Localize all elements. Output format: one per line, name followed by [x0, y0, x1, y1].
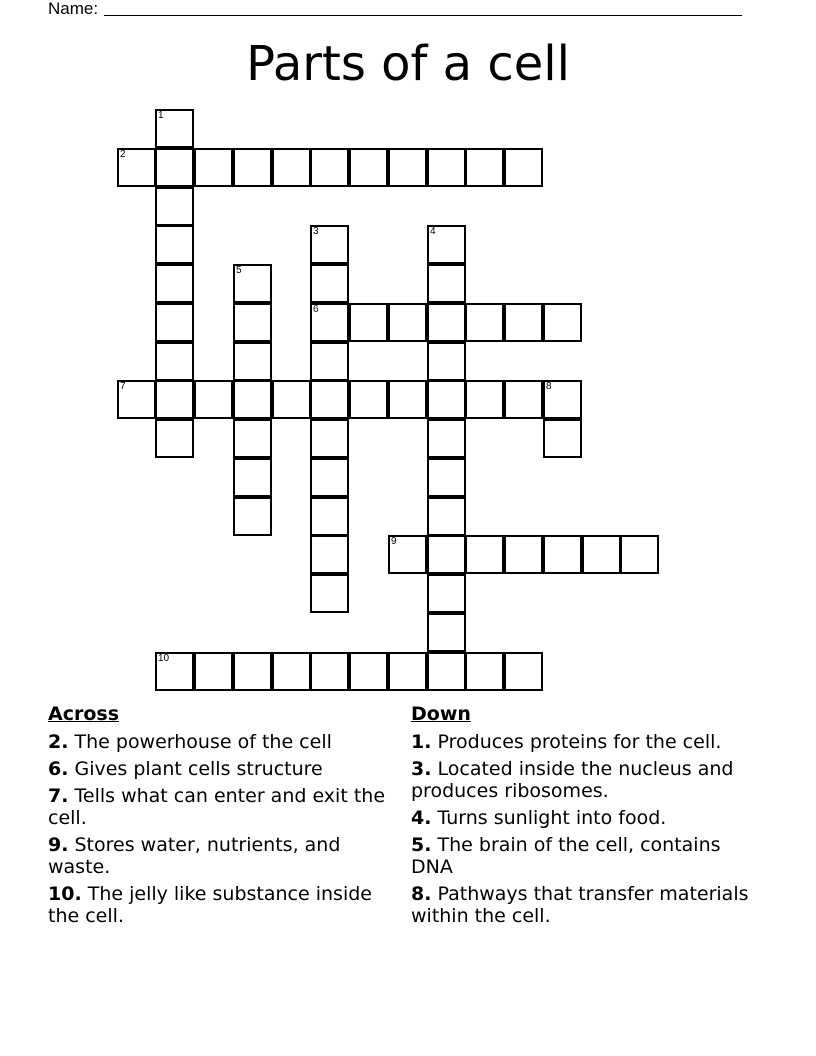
grid-cell[interactable] — [465, 535, 504, 574]
grid-cell[interactable] — [427, 342, 466, 381]
clue-number: 3. — [411, 758, 432, 780]
grid-cell[interactable] — [349, 303, 388, 342]
grid-cell[interactable] — [310, 574, 349, 613]
grid-cell[interactable] — [504, 652, 543, 691]
grid-cell[interactable] — [194, 148, 233, 187]
grid-cell[interactable] — [504, 303, 543, 342]
across-clue — [48, 834, 388, 878]
grid-cell[interactable] — [427, 652, 466, 691]
grid-cell[interactable] — [194, 380, 233, 419]
grid-cell[interactable] — [233, 419, 272, 458]
cell-number: 6 — [313, 304, 319, 315]
down-clue — [411, 807, 751, 829]
cell-number: 8 — [546, 381, 552, 392]
grid-cell[interactable] — [504, 535, 543, 574]
grid-cell[interactable] — [272, 148, 311, 187]
down-clues — [411, 703, 751, 932]
clue-number: 7. — [48, 785, 69, 807]
down-clue — [411, 834, 751, 878]
down-heading: Down — [411, 703, 471, 725]
clue-text: Located inside the nucleus and produces ribosomes. — [411, 758, 734, 802]
clue-number: 6. — [48, 758, 69, 780]
cell-number: 5 — [236, 265, 242, 276]
grid-cell[interactable] — [465, 652, 504, 691]
across-clue — [48, 883, 388, 927]
clue-text: The brain of the cell, contains DNA — [411, 834, 721, 878]
grid-cell[interactable] — [117, 148, 156, 187]
grid-cell[interactable] — [427, 148, 466, 187]
clue-number: 5. — [411, 834, 432, 856]
grid-cell[interactable] — [504, 148, 543, 187]
grid-cell[interactable] — [427, 535, 466, 574]
grid-cell[interactable] — [465, 303, 504, 342]
grid-cell[interactable] — [155, 148, 194, 187]
cell-number: 7 — [120, 381, 126, 392]
page-title: Parts of a cell — [246, 36, 570, 92]
grid-cell[interactable] — [427, 380, 466, 419]
grid-cell[interactable] — [310, 380, 349, 419]
grid-cell[interactable] — [388, 535, 427, 574]
grid-cell[interactable] — [233, 342, 272, 381]
clue-text: The powerhouse of the cell — [74, 731, 332, 753]
down-clue — [411, 758, 751, 802]
grid-cell[interactable] — [388, 652, 427, 691]
grid-cell[interactable] — [465, 380, 504, 419]
clue-text: The jelly like substance inside the cell. — [48, 883, 372, 927]
grid-cell[interactable] — [310, 419, 349, 458]
across-clues — [48, 703, 388, 932]
down-clue — [411, 883, 751, 927]
clue-text: Turns sunlight into food. — [437, 807, 667, 829]
grid-cell[interactable] — [543, 535, 582, 574]
grid-cell[interactable] — [504, 380, 543, 419]
grid-cell[interactable] — [310, 342, 349, 381]
grid-cell[interactable] — [427, 613, 466, 652]
grid-cell[interactable] — [310, 652, 349, 691]
grid-cell[interactable] — [155, 225, 194, 264]
cell-number: 1 — [158, 110, 164, 121]
clue-text: Pathways that transfer materials within the cell. — [411, 883, 749, 927]
grid-cell[interactable] — [155, 264, 194, 303]
grid-cell[interactable] — [388, 148, 427, 187]
clue-number: 8. — [411, 883, 432, 905]
grid-cell[interactable] — [155, 342, 194, 381]
across-clue — [48, 731, 388, 753]
grid-cell[interactable] — [155, 419, 194, 458]
grid-cell[interactable] — [543, 419, 582, 458]
grid-cell[interactable] — [427, 225, 466, 264]
grid-cell[interactable] — [233, 148, 272, 187]
grid-cell[interactable] — [349, 148, 388, 187]
grid-cell[interactable] — [388, 380, 427, 419]
grid-cell[interactable] — [117, 380, 156, 419]
across-clue — [48, 758, 388, 780]
clue-number: 1. — [411, 731, 432, 753]
grid-cell[interactable] — [155, 303, 194, 342]
cell-number: 4 — [430, 226, 436, 237]
grid-cell[interactable] — [155, 109, 194, 148]
grid-cell[interactable] — [310, 303, 349, 342]
clue-number: 2. — [48, 731, 69, 753]
grid-cell[interactable] — [310, 535, 349, 574]
grid-cell[interactable] — [233, 458, 272, 497]
grid-cell[interactable] — [310, 497, 349, 536]
across-heading: Across — [48, 703, 120, 725]
grid-cell[interactable] — [272, 652, 311, 691]
grid-cell[interactable] — [310, 264, 349, 303]
cell-number: 9 — [391, 536, 397, 547]
grid-cell[interactable] — [427, 264, 466, 303]
grid-cell[interactable] — [155, 380, 194, 419]
clue-text: Tells what can enter and exit the cell. — [48, 785, 386, 829]
clue-text: Gives plant cells structure — [74, 758, 323, 780]
grid-cell[interactable] — [620, 535, 659, 574]
clue-number: 10. — [48, 883, 82, 905]
grid-cell[interactable] — [233, 652, 272, 691]
grid-cell[interactable] — [427, 419, 466, 458]
grid-cell[interactable] — [233, 380, 272, 419]
clue-number: 4. — [411, 807, 432, 829]
across-clue — [48, 785, 388, 829]
grid-cell[interactable] — [427, 303, 466, 342]
grid-cell[interactable] — [582, 535, 621, 574]
cell-number: 2 — [120, 149, 126, 160]
grid-cell[interactable] — [349, 652, 388, 691]
grid-cell[interactable] — [233, 303, 272, 342]
grid-cell[interactable] — [233, 264, 272, 303]
cell-number: 10 — [158, 653, 170, 664]
grid-cell[interactable] — [310, 225, 349, 264]
grid-cell[interactable] — [155, 187, 194, 226]
grid-cell[interactable] — [388, 303, 427, 342]
grid-cell[interactable] — [310, 148, 349, 187]
clue-text: Stores water, nutrients, and waste. — [48, 834, 341, 878]
grid-cell[interactable] — [349, 380, 388, 419]
name-label: Name: — [48, 0, 99, 18]
grid-cell[interactable] — [427, 574, 466, 613]
grid-cell[interactable] — [194, 652, 233, 691]
grid-cell[interactable] — [543, 303, 582, 342]
grid-cell[interactable] — [427, 458, 466, 497]
down-clue — [411, 731, 751, 753]
grid-cell[interactable] — [465, 148, 504, 187]
grid-cell[interactable] — [310, 458, 349, 497]
grid-cell[interactable] — [272, 380, 311, 419]
grid-cell[interactable] — [155, 652, 194, 691]
grid-cell[interactable] — [233, 497, 272, 536]
grid-cell[interactable] — [543, 380, 582, 419]
clue-text: Produces proteins for the cell. — [437, 731, 722, 753]
clue-number: 9. — [48, 834, 69, 856]
grid-cell[interactable] — [427, 497, 466, 536]
cell-number: 3 — [313, 226, 319, 237]
